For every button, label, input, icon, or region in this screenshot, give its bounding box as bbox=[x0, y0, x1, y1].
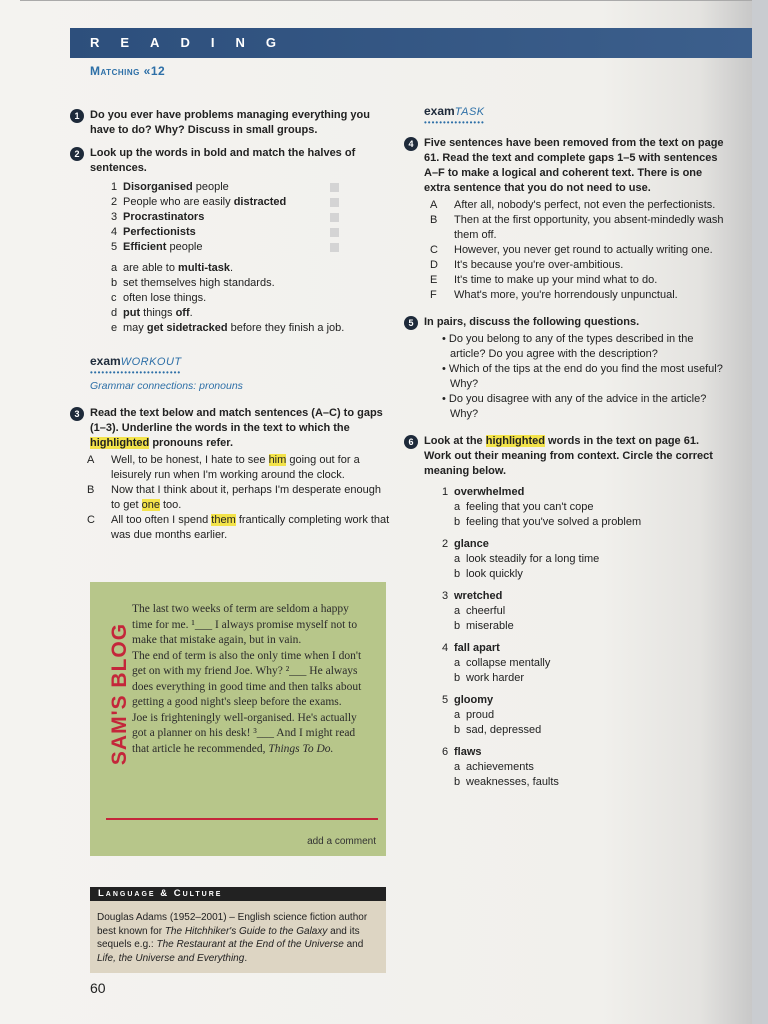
sentence-a: A Well, to be honest, I hate to see him going out for a leisurely run when I'm working around the clock. bbox=[87, 454, 360, 481]
exercise-5: 5 In pairs, discuss the following questions. bbox=[424, 315, 724, 330]
list-item: 2 glance a look steadily for a long time b look quickly bbox=[442, 538, 600, 580]
answer-box[interactable] bbox=[330, 243, 339, 252]
list-item: F What's more, you're horrendously unpunctual. bbox=[430, 289, 678, 301]
exercise-6: 6 Look at the highlighted words in the text on page 61. Work out their meaning from context. Circle the correct meaning below. bbox=[424, 434, 724, 479]
exercise-number: 2 bbox=[70, 147, 84, 161]
language-culture-text: Douglas Adams (1952–2001) – English science fiction author best known for The Hitchhiker's Guide to the Galaxy and its sequels e.g.: The Restaurant at the End of the Universe and Life, the Universe and Everything. bbox=[97, 912, 368, 964]
list-item: b set themselves high standards. bbox=[111, 277, 275, 289]
exam-task-heading: examTASK bbox=[424, 104, 485, 118]
answer-box[interactable] bbox=[330, 228, 339, 237]
dotted-rule: •••••••••••••••••••••••• bbox=[90, 368, 182, 377]
blog-divider bbox=[106, 818, 378, 820]
list-item: 3 wretched a cheerful b miserable bbox=[442, 590, 514, 632]
sentence-beginnings bbox=[90, 180, 390, 255]
left-column bbox=[74, 108, 390, 543]
list-item: 5 gloomy a proud b sad, depressed bbox=[442, 694, 542, 736]
subsection-title: Matching «12 bbox=[90, 64, 166, 78]
list-item: A After all, nobody's perfect, not even the perfectionists. bbox=[430, 199, 716, 211]
blog-text bbox=[132, 602, 372, 757]
sentence-c: C All too often I spend them frantically completing work that was due months earlier. bbox=[87, 514, 390, 541]
list-item: 4 Perfectionists bbox=[90, 225, 390, 240]
language-culture-heading: Language & Culture bbox=[90, 887, 386, 901]
list-item: c often lose things. bbox=[111, 292, 207, 304]
sentence-b: B Now that I think about it, perhaps I'm desperate enough to get one too. bbox=[87, 484, 381, 511]
dotted-rule: •••••••••••••••• bbox=[424, 118, 485, 127]
options-list bbox=[424, 198, 724, 303]
list-item: e may get sidetracked before they finish a job. bbox=[111, 322, 345, 334]
answer-box[interactable] bbox=[330, 213, 339, 222]
blog-box bbox=[90, 582, 386, 856]
list-item: 4 fall apart a collapse mentally b work harder bbox=[442, 642, 551, 684]
exercise-number: 4 bbox=[404, 137, 418, 151]
exam-workout-heading: examWORKOUT bbox=[90, 354, 182, 368]
list-item: E It's time to make up your mind what to do. bbox=[430, 274, 658, 286]
list-item: 2 People who are easily distracted bbox=[90, 195, 390, 210]
list-item: B Then at the first opportunity, you absent-mindedly wash them off. bbox=[430, 214, 724, 241]
list-item: 1 Disorganised people bbox=[90, 180, 390, 195]
list-item: • Do you disagree with any of the advice in the article? Why? bbox=[442, 393, 707, 420]
vocab-list bbox=[424, 485, 724, 790]
list-item: C However, you never get round to actually writing one. bbox=[430, 244, 713, 256]
exercise-number: 5 bbox=[404, 316, 418, 330]
section-banner bbox=[70, 28, 752, 58]
list-item: 1 overwhelmed a feeling that you can't cope b feeling that you've solved a problem bbox=[442, 486, 642, 528]
section-title: READING bbox=[90, 35, 297, 50]
blog-paragraph: The last two weeks of term are seldom a happy time for me. ¹___ I always promise myself not to make that mistake again, but in vain. bbox=[132, 603, 358, 646]
list-item: d put things off. bbox=[111, 307, 193, 319]
workout-subtitle: Grammar connections: pronouns bbox=[90, 380, 243, 392]
sentence-endings bbox=[90, 261, 390, 336]
exercise-2 bbox=[74, 146, 390, 176]
list-item: 3 Procrastinators bbox=[90, 210, 390, 225]
add-comment-link[interactable]: add a comment bbox=[307, 836, 376, 847]
blog-title: SAM'S BLOG bbox=[108, 622, 131, 766]
exercise-3: 3 Read the text below and match sentences (A–C) to gaps (1–3). Underline the words in the text to which the highlighted pronouns refer. bbox=[90, 406, 390, 451]
exercise-instruction: Do you ever have problems managing everything you have to do? Why? Discuss in small groups. bbox=[90, 109, 370, 136]
list-item: a are able to multi-task. bbox=[111, 262, 234, 274]
exercise-instruction: Look up the words in bold and match the halves of sentences. bbox=[90, 147, 356, 174]
exercise-number: 6 bbox=[404, 435, 418, 449]
exercise-number: 1 bbox=[70, 109, 84, 123]
list-item: 6 flaws a achievements b weaknesses, faults bbox=[442, 746, 559, 788]
list-item: • Which of the tips at the end do you find the most useful? Why? bbox=[442, 363, 723, 390]
language-culture-box bbox=[90, 887, 386, 973]
blog-paragraph: Joe is frighteningly well-organised. He's actually got a planner on his desk! ³___ And I might read that article he recommended, Things To Do. bbox=[132, 711, 357, 755]
page-number: 60 bbox=[90, 980, 106, 996]
page-edge bbox=[20, 0, 752, 7]
exercise-4: 4 Five sentences have been removed from the text on page 61. Read the text and complete gaps 1–5 with sentences A–F to make a logical and coherent text. There is one extra sentence that you do not need to use. bbox=[424, 136, 724, 196]
blog-paragraph: The end of term is also the only time when I don't get on with my friend Joe. Why? ²___ He always does everything in good time and then talks about getting a good night's sleep before the exams. bbox=[132, 649, 362, 708]
list-item: D It's because you're over-ambitious. bbox=[430, 259, 624, 271]
list-item: 5 Efficient people bbox=[90, 240, 390, 255]
exercise-number: 3 bbox=[70, 407, 84, 421]
list-item: • Do you belong to any of the types described in the article? Do you agree with the description? bbox=[442, 333, 694, 360]
exercise-1 bbox=[74, 108, 390, 138]
answer-box[interactable] bbox=[330, 198, 339, 207]
answer-box[interactable] bbox=[330, 183, 339, 192]
right-column bbox=[408, 104, 724, 790]
